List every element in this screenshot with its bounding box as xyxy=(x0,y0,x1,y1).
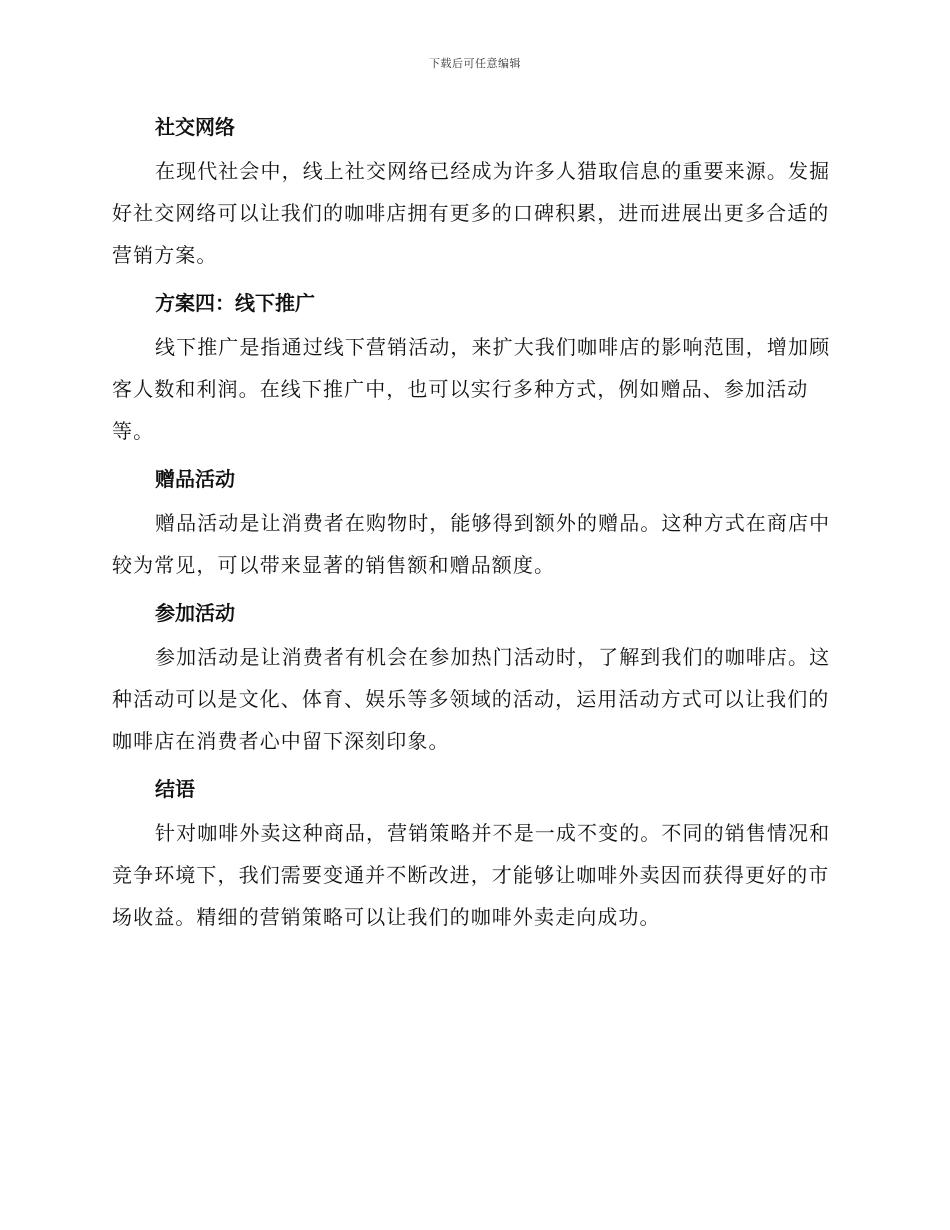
section-social-network xyxy=(112,108,832,276)
page-header-note: 下载后可任意编辑 xyxy=(429,57,521,70)
section-gift-activity xyxy=(112,460,832,586)
document-body xyxy=(112,108,832,946)
section-paragraph: 参加活动是让消费者有机会在参加热门活动时，了解到我们的咖啡店。这种活动可以是文化、体育、娱乐等多领域的活动，运用活动方式可以让我们的咖啡店在消费者心中留下深刻印象。 xyxy=(112,645,831,753)
section-heading: 社交网络 xyxy=(155,115,235,139)
section-heading: 方案四：线下推广 xyxy=(155,291,315,315)
section-offline-promotion xyxy=(112,284,832,452)
section-paragraph: 赠品活动是让消费者在购物时，能够得到额外的赠品。这种方式在商店中较为常见，可以带来显著的销售额和赠品额度。 xyxy=(112,511,831,577)
section-heading: 参加活动 xyxy=(155,601,235,625)
section-heading: 结语 xyxy=(155,777,195,801)
section-paragraph: 线下推广是指通过线下营销活动，来扩大我们咖啡店的影响范围，增加顾客人数和利润。在线下推广中，也可以实行多种方式，例如赠品、参加活动等。 xyxy=(112,335,831,443)
section-conclusion xyxy=(112,770,832,938)
section-event-participation xyxy=(112,594,832,762)
section-paragraph: 针对咖啡外卖这种商品，营销策略并不是一成不变的。不同的销售情况和竞争环境下，我们需要变通并不断改进，才能够让咖啡外卖因而获得更好的市场收益。精细的营销策略可以让我们的咖啡外卖走向成功。 xyxy=(112,821,831,929)
section-heading: 赠品活动 xyxy=(155,467,235,491)
section-paragraph: 在现代社会中，线上社交网络已经成为许多人猎取信息的重要来源。发掘好社交网络可以让我们的咖啡店拥有更多的口碑积累，进而进展出更多合适的营销方案。 xyxy=(112,159,831,267)
